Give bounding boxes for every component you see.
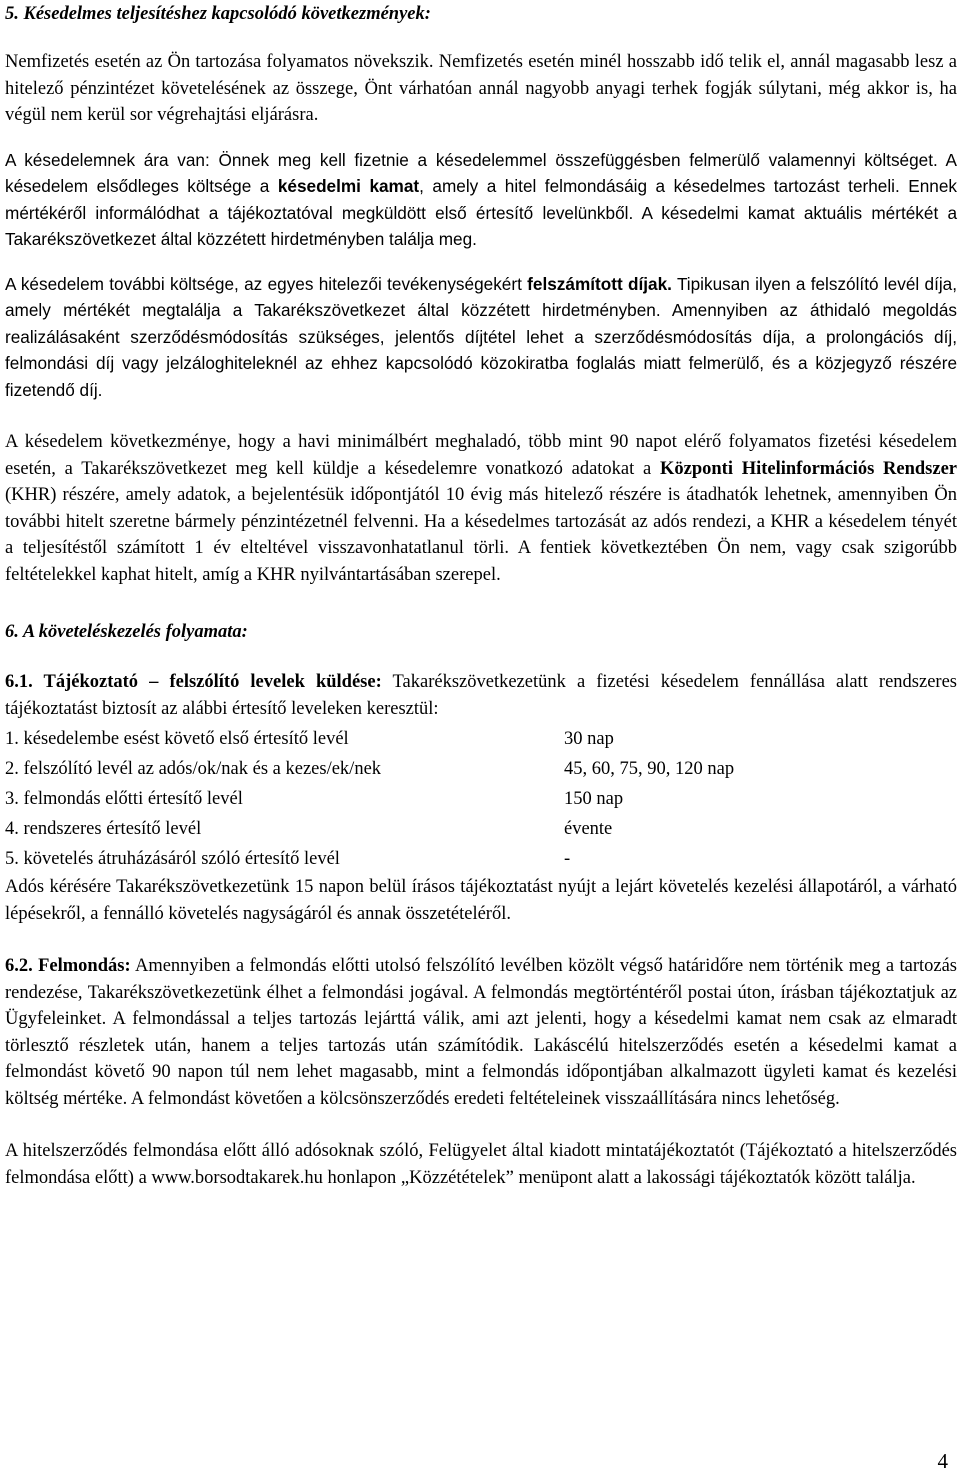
late-interest-term: késedelmi kamat (277, 176, 420, 196)
section-6-1-text: Takarékszövetkezetünk a fizetési késedelem fennállása alatt rendszeres tájékoztatást biztosít az alábbi értesítő leveleken keresztül: (5, 672, 957, 719)
section-6-2-text: Amennyiben a felmondás előtti utolsó felszólító levélben közölt végső határidőre nem történik meg a tartozás rendezése, Takarékszövetkezetünk élhet a felmondási jogával. A felmondás megtörténtéről postai úton, írásban tájékoztatjuk az Ügyfeleinket. A felmondással a teljes tartozás lejárttá válik, ami azt jelenti, hogy a késedelmi kamat nem csak az elmaradt törlesztő részletek után, hanem a teljes tartozás után számítódik. Lakáscélú hitelszerződés esetén a késedelmi kamat a felmondást követő 90 napon túl nem lehet magasabb, mint a felmondás időpontjában alkalmazott ügyleti kamat és kezelési költség mértéke. A felmondást követően a kölcsönszerződés eredeti feltételeinek visszaállítására nincs lehetőség. (5, 956, 958, 1109)
section-6-2-paragraph (5, 953, 957, 1112)
section-6-1-after-paragraph: Adós kérésére Takarékszövetkezetünk 15 napon belül írásos tájékoztatást nyújt a lejárt követelés kezelési állapotáról, a várható lépésekről, a fennálló követelés nagyságáról és annak összetételéről. (5, 877, 957, 924)
section-6-2-label: 6.2. Felmondás: (5, 956, 131, 976)
section-6-heading: 6. A követeléskezelés folyamata: (5, 622, 248, 642)
paragraph-3-text-b: Tipikusan ilyen a felszólító levél díja, amely mértékét megtalálja a Takarékszövetkezet által közzétett hirdetményben. Amennyiben az áthidaló megoldás realizálásaként szerződésmódosítás szükséges, jelentős díjtétel lehet a szerződésmódosítás díja, a prolongációs díj, felmondási díj vagy jelzáloghiteleknél az ehhez kapcsolódó közokiratba foglalás miatt felmerülő, és a közjegyző részére fizetendő díj. (5, 273, 958, 400)
paragraph-3-text-a: A késedelem további költsége, az egyes hitelezői tevékenységekért (5, 273, 528, 294)
list-item (5, 724, 957, 754)
letter-timing: 150 nap (564, 789, 624, 809)
letter-timing: 30 nap (564, 729, 614, 749)
paragraph-4-text-b: (KHR) részére, amely adatok, a bejelentésük időpontjától 10 évig más hitelező részére is átadhatók lehetnek, amennyiben Ön további hitelt szeretne bármely pénzintézetnél felvenni. Ha a késedelmes tartozását az adós rendezi, a KHR a késedelem tényét a teljesítéstől számított 1 év elteltével visszavonhatatlanul törli. A fentiek következtében Ön nem, vagy csak szigorúbb feltételekkel kaphat hitelt, amíg a KHR nyilvántartásában szerepel. (5, 485, 957, 585)
fees-term: felszámított díjak. (527, 273, 672, 294)
letter-label: 1. késedelembe esést követő első értesítő levél (5, 729, 349, 749)
page-number: 4 (937, 1449, 948, 1473)
section-5-paragraph-2 (5, 147, 957, 253)
letter-timing: - (564, 849, 571, 869)
letter-timing: 45, 60, 75, 90, 120 nap (564, 759, 735, 779)
list-item (5, 844, 957, 874)
section-5-paragraph-4 (5, 429, 957, 588)
section-5-paragraph-3 (5, 271, 957, 404)
list-item (5, 754, 957, 784)
document-content (5, 0, 957, 1191)
letter-label: 4. rendszeres értesítő levél (5, 819, 202, 839)
khr-term: Központi Hitelinformációs Rendszer (659, 458, 957, 479)
letter-label: 5. követelés átruházásáról szóló értesítő levél (5, 849, 340, 869)
section-6-1-paragraph (5, 669, 957, 722)
list-item (5, 784, 957, 814)
paragraph-4-text-a: A késedelem következménye, hogy a havi minimálbért meghaladó, több mint 90 napot elérő folyamatos fizetési késedelem esetén, a Takarékszövetkezet meg kell küldje a késedelemre vonatkozó adatokat a (5, 432, 957, 479)
section-6-1-label: 6.1. Tájékoztató – felszólító levelek küldése: (5, 672, 382, 692)
list-item (5, 814, 957, 844)
letter-timing: évente (564, 819, 613, 839)
section-5-heading: 5. Késedelmes teljesítéshez kapcsolódó következmények: (5, 4, 431, 24)
paragraph-2-text-a: A késedelemnek ára van: Önnek meg kell fizetnie a késedelemmel összefüggésben felmerülő valamennyi költséget. A késedelem elsődleges költsége a (5, 149, 957, 196)
paragraph-2-text-b: , amely a hitel felmondásáig a késedelmes tartozást terheli. Ennek mértékéről informálódhat a tájékoztatóval megküldött első értesítő levelünkből. A késedelmi kamat aktuális mértékét a Takarékszövetkezet által közzétett hirdetményben találja meg. (5, 176, 957, 249)
letter-label: 2. felszólító levél az adós/ok/nak és a kezes/ek/nek (5, 759, 382, 779)
letter-label: 3. felmondás előtti értesítő levél (5, 789, 243, 809)
section-6-2-after-paragraph: A hitelszerződés felmondása előtt álló adósoknak szóló, Felügyelet által kiadott mintatájékoztatót (Tájékoztató a hitelszerződés felmondása előtt) a www.borsodtakarek.hu honlapon „Közzétételek” menüpont alatt a lakossági tájékoztatók között találja. (5, 1141, 957, 1188)
section-5-paragraph-1: Nemfizetés esetén az Ön tartozása folyamatos növekszik. Nemfizetés esetén minél hosszabb idő telik el, annál magasabb lesz a hitelező pénzintézet követelésének az összege, Önt várhatóan annál nagyobb anyagi terhek fogják súlytani, még akkor is, ha végül nem kerül sor végrehajtási eljárásra. (5, 52, 957, 125)
reminder-letters-list (5, 724, 957, 874)
